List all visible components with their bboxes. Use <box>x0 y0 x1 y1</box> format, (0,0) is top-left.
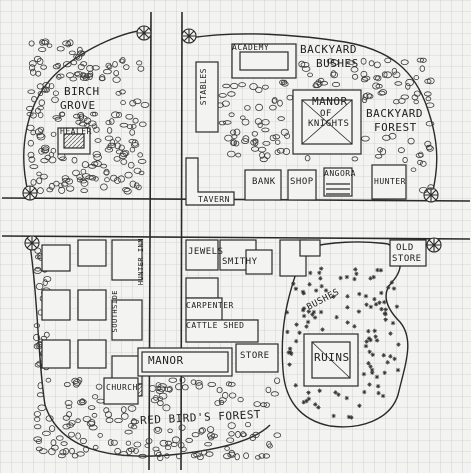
bush-mark <box>304 324 308 328</box>
bush-mark <box>317 271 321 275</box>
label-backyard-bushes-1: BACKYARD <box>300 43 357 56</box>
bush-mark <box>345 305 349 309</box>
label-southside: SOUTHSIDE <box>111 290 119 333</box>
bush-mark <box>334 315 338 319</box>
bush-mark <box>396 342 400 346</box>
bush-mark <box>301 308 305 312</box>
bush-mark <box>294 322 298 326</box>
bush-mark <box>297 331 301 335</box>
wheel-icon <box>182 29 196 43</box>
bush-mark <box>294 339 298 343</box>
mid-block <box>186 278 218 298</box>
bush-mark <box>302 314 306 318</box>
label-jewels: JEWELS <box>188 247 224 257</box>
bush-mark <box>383 312 387 316</box>
bush-mark <box>354 272 358 276</box>
label-shop: SHOP <box>290 177 314 187</box>
bush-mark <box>368 338 372 342</box>
bush-mark <box>367 382 371 386</box>
bush-mark <box>353 267 357 271</box>
bush-mark <box>366 329 370 333</box>
bush-mark <box>319 310 323 314</box>
bush-mark <box>287 362 291 366</box>
label-grove: GROVE <box>60 99 96 112</box>
bush-mark <box>370 368 374 372</box>
bush-mark <box>357 404 361 408</box>
bush-mark <box>302 400 306 404</box>
bush-mark <box>306 320 310 324</box>
label-angora: ANGORA <box>324 169 356 178</box>
bush-mark <box>382 371 386 375</box>
bush-mark <box>301 290 305 294</box>
bush-mark <box>366 361 370 365</box>
bush-mark <box>372 297 376 301</box>
bush-mark <box>285 330 289 334</box>
label-manor-of-knights-2: OF <box>320 109 332 119</box>
bush-mark <box>291 282 295 286</box>
bush-mark <box>352 324 356 328</box>
label-church: CHURCH <box>106 383 138 392</box>
bush-mark <box>352 277 356 281</box>
bush-mark <box>310 312 314 316</box>
bush-mark <box>391 321 395 325</box>
bush-mark <box>314 288 318 292</box>
label-tavern: TAVERN <box>198 195 230 204</box>
bush-mark <box>386 285 390 289</box>
label-carpenter: CARPENTER <box>186 301 234 310</box>
label-healer: HEALER <box>60 127 92 136</box>
bush-mark <box>382 353 386 357</box>
bush-mark <box>369 305 373 309</box>
bush-mark <box>289 352 293 356</box>
bush-mark <box>362 372 366 376</box>
bush-mark <box>372 275 376 279</box>
wheel-icon <box>427 238 441 252</box>
bush-mark <box>384 307 388 311</box>
bush-mark <box>307 397 311 401</box>
bush-mark <box>365 339 369 343</box>
label-bank: BANK <box>252 177 276 187</box>
bush-mark <box>395 304 399 308</box>
bush-mark <box>382 300 386 304</box>
bush-mark <box>357 292 361 296</box>
bush-mark <box>345 396 349 400</box>
bush-mark <box>294 383 298 387</box>
bush-mark <box>375 268 379 272</box>
label-birch: BIRCH <box>64 85 100 98</box>
bush-mark <box>320 327 324 331</box>
bush-mark <box>377 301 381 305</box>
bush-mark <box>371 353 375 357</box>
label-red-birds-forest: RED BIRD'S FOREST <box>139 407 262 428</box>
label-bushes: BUSHES <box>305 287 342 313</box>
wheel-icon <box>23 186 37 200</box>
bush-mark <box>313 402 317 406</box>
bush-mark <box>364 294 368 298</box>
bush-mark <box>379 291 383 295</box>
bush-mark <box>376 391 380 395</box>
bush-mark <box>383 317 387 321</box>
label-old-store-2: STORE <box>392 254 422 264</box>
label-stables: STABLES <box>199 68 208 106</box>
label-backyard-forest-1: BACKYARD <box>366 107 423 120</box>
bush-mark <box>319 266 323 270</box>
label-backyard-bushes-2: BUSHES <box>316 57 359 70</box>
bush-mark <box>285 310 289 314</box>
bush-mark <box>373 329 377 333</box>
label-ruins: RUINS <box>314 351 350 364</box>
bush-mark <box>333 390 337 394</box>
label-backyard-forest-2: FOREST <box>374 121 417 134</box>
bush-mark <box>388 354 392 358</box>
bush-mark <box>388 331 392 335</box>
label-hunter: HUNTER <box>374 177 406 186</box>
bush-mark <box>390 280 394 284</box>
bush-mark <box>318 276 322 280</box>
bush-mark <box>362 390 366 394</box>
label-academy: ACADEMY <box>232 43 270 52</box>
label-manor: MANOR <box>148 354 184 367</box>
bush-mark <box>306 390 310 394</box>
bush-mark <box>379 307 383 311</box>
label-cattle-shed: CATTLE SHED <box>186 321 245 330</box>
bush-mark <box>385 360 389 364</box>
bush-mark <box>294 287 298 291</box>
bush-mark <box>392 286 396 290</box>
label-old-store-1: OLD <box>396 243 414 253</box>
label-hunter-inn: HUNTER INN <box>137 238 145 286</box>
bush-mark <box>381 394 385 398</box>
bush-mark <box>317 389 321 393</box>
bush-mark <box>320 284 324 288</box>
bush-mark <box>308 271 312 275</box>
bush-mark <box>288 347 292 351</box>
bush-mark <box>364 303 368 307</box>
label-smithy: SMITHY <box>222 257 258 267</box>
label-manor-of-knights-1: MANOR <box>312 95 348 108</box>
bush-mark <box>376 384 380 388</box>
bush-mark <box>364 344 368 348</box>
label-manor-of-knights-3: KNIGHTS <box>308 119 350 129</box>
bush-mark <box>338 276 342 280</box>
bush-mark <box>368 276 372 280</box>
bush-mark <box>345 275 349 279</box>
road-vertical-right <box>181 12 182 470</box>
bush-mark <box>373 334 377 338</box>
label-store: STORE <box>240 351 270 361</box>
bush-mark <box>307 282 311 286</box>
bush-mark <box>336 392 340 396</box>
bush-mark <box>347 415 351 419</box>
bush-mark <box>375 375 379 379</box>
wheel-icon <box>137 26 151 40</box>
bush-mark <box>345 320 349 324</box>
bush-mark <box>392 357 396 361</box>
bush-mark <box>345 294 349 298</box>
bush-mark <box>357 309 361 313</box>
bush-mark <box>332 414 336 418</box>
bush-mark <box>396 368 400 372</box>
